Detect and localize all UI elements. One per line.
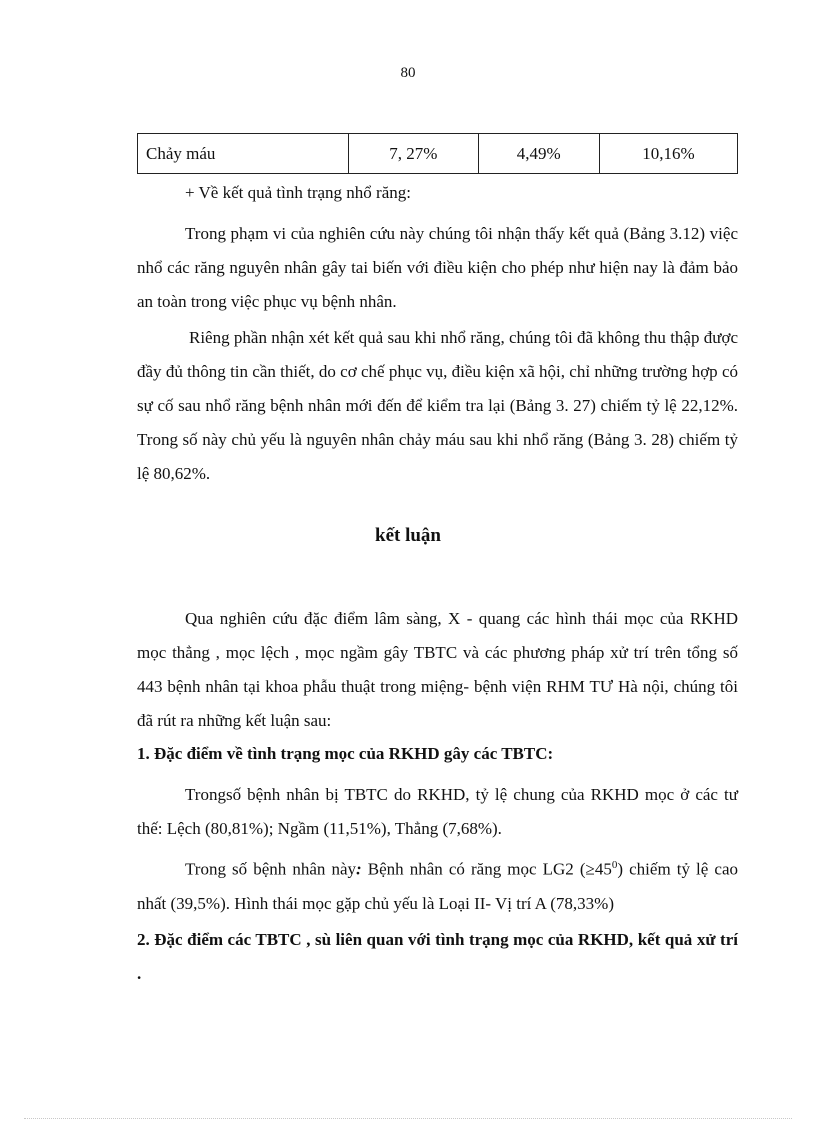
page-border-line [24,1118,792,1119]
table-row [138,134,738,174]
paragraph-lg2 [137,848,738,921]
paragraph-lg2-part: Bệnh nhân có răng mọc LG2 (≥45 [361,859,612,879]
paragraph-safety: Trong phạm vi của nghiên cứu này chúng tôi nhận thấy kết quả (Bảng 3.12) việc nhổ các răng nguyên nhân gây tai biến với điều kiện cho phép như hiện nay là đảm bảo an toàn trong việc phục vụ bệnh nhân. [137,224,738,311]
paragraph-post-extraction: Riêng phần nhận xét kết quả sau khi nhổ răng, chúng tôi đã không thu thập được đầy đủ thông tin cần thiết, do cơ chế phục vụ, điều kiện xã hội, chỉ những trường hợp có sự cố sau nhổ răng bệnh nhân mới đến để kiểm tra lại (Bảng 3. 27) chiếm tỷ lệ 22,12%. Trong số này chủ yếu là nguyên nhân chảy máu sau khi nhổ răng (Bảng 3. 28) chiếm tỷ lệ 80,62%. [137,328,738,483]
result-extraction-line: + Về kết quả tình trạng nhổ răng: [185,183,411,202]
paragraph-study-intro: Qua nghiên cứu đặc điểm lâm sàng, X - quang các hình thái mọc của RKHD mọc thẳng , mọc lệch , mọc ngầm gây TBTC và các phương pháp xử trí trên tổng số 443 bệnh nhân tại khoa phẫu thuật trong miệng- bệnh viện RHM TƯ Hà nội, chúng tôi đã rút ra những kết luận sau: [137,609,738,730]
table-cell-value: 4,49% [478,134,599,174]
paragraph-lg2-part: Trong số bệnh nhân này [185,859,357,879]
paragraph-eruption-rates: Trongsố bệnh nhân bị TBTC do RKHD, tỷ lệ chung của RKHD mọc ở các tư thế: Lệch (80,81%); Ngầm (11,51%), Thẳng (7,68%). [137,785,738,838]
result-table [137,133,738,174]
paragraph-lg2-part: ) chiếm tỷ lệ cao nhất (39,5%). Hình thái mọc gặp chủ yếu là Loại II- Vị trí A (78,33%) [137,859,739,913]
page-number: 80 [400,65,416,81]
table-cell-value: 7, 27% [349,134,479,174]
paragraph-lg2-colon: : [356,859,362,879]
section-2-heading: 2. Đặc điểm các TBTC , sù liên quan với tình trạng mọc của RKHD, kết quả xử trí . [137,930,738,983]
section-1-heading: 1. Đặc điểm về tình trạng mọc của RKHD gây các TBTC: [137,744,554,763]
degree-superscript: 0 [611,859,618,871]
conclusion-heading: kết luận [375,525,441,546]
table-cell-value: 10,16% [599,134,737,174]
table-cell-label: Chảy máu [138,134,349,174]
